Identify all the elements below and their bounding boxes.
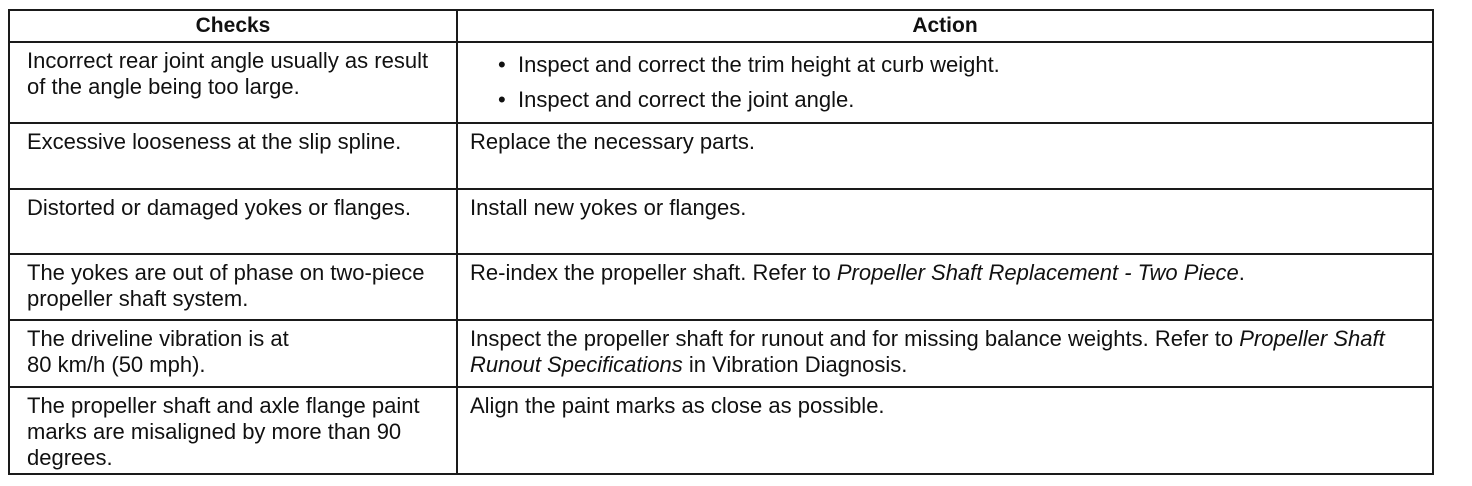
action-cell: Align the paint marks as close as possible. — [457, 387, 1433, 474]
table-row — [9, 254, 1433, 320]
diagnosis-table — [8, 9, 1434, 475]
table-row — [9, 387, 1433, 474]
table-row — [9, 123, 1433, 189]
table-row — [9, 42, 1433, 123]
action-cell: Install new yokes or flanges. — [457, 189, 1433, 254]
diagnosis-table-container — [8, 9, 1432, 475]
check-cell — [9, 320, 457, 387]
check-cell: Distorted or damaged yokes or flanges. — [9, 189, 457, 254]
check-cell: The yokes are out of phase on two-piece propeller shaft system. — [9, 254, 457, 320]
check-text-line: 80 km/h (50 mph). — [27, 352, 206, 377]
table-row — [9, 320, 1433, 387]
check-text-line: The driveline vibration is at — [27, 326, 289, 351]
action-cell: Replace the necessary parts. — [457, 123, 1433, 189]
check-cell: The propeller shaft and axle flange paint marks are misaligned by more than 90 degrees. — [9, 387, 457, 474]
action-bullet-item: • Inspect and correct the trim height at curb weight. — [470, 52, 1422, 78]
action-text-end: in Vibration Diagnosis. — [682, 352, 908, 377]
action-cell — [457, 320, 1433, 387]
table-header-row — [9, 10, 1433, 42]
action-text: Inspect the propeller shaft for runout and for missing balance weights. Refer to — [470, 326, 1240, 351]
action-cell — [457, 42, 1433, 123]
check-cell: Excessive looseness at the slip spline. — [9, 123, 457, 189]
action-cell — [457, 254, 1433, 320]
checks-column-header: Checks — [9, 10, 457, 42]
action-bullet-item: • Inspect and correct the joint angle. — [470, 87, 1422, 113]
reference-link-text: Propeller Shaft Replacement - Two Piece — [836, 260, 1239, 285]
reference-link-text: Propeller Shaft Runout Specifications — [470, 326, 1385, 377]
table-row — [9, 189, 1433, 254]
action-column-header: Action — [457, 10, 1433, 42]
action-text-end: . — [1238, 260, 1245, 285]
action-text: Re-index the propeller shaft. Refer to — [470, 260, 837, 285]
action-bullet-list — [470, 52, 1422, 113]
check-cell: Incorrect rear joint angle usually as result of the angle being too large. — [9, 42, 457, 123]
